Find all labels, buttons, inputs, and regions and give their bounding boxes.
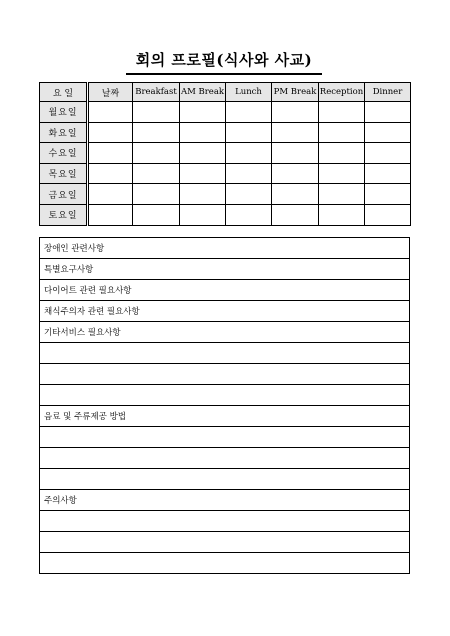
- table-cell[interactable]: [272, 204, 319, 225]
- note-blank-line[interactable]: [40, 532, 410, 553]
- table-cell[interactable]: [226, 122, 272, 143]
- day-label-saturday: 토요일: [40, 204, 88, 225]
- notes-row: [40, 322, 410, 343]
- table-cell[interactable]: [365, 204, 411, 225]
- table-cell[interactable]: [180, 122, 226, 143]
- table-cell[interactable]: [319, 204, 365, 225]
- schedule-header-row: [40, 83, 411, 102]
- table-cell[interactable]: [180, 184, 226, 205]
- table-cell[interactable]: [88, 184, 133, 205]
- table-cell[interactable]: [180, 204, 226, 225]
- notes-row: [40, 553, 410, 574]
- table-row: [40, 143, 411, 164]
- table-cell[interactable]: [133, 143, 180, 164]
- table-cell[interactable]: [133, 163, 180, 184]
- notes-row: [40, 301, 410, 322]
- table-cell[interactable]: [180, 102, 226, 123]
- table-row: [40, 102, 411, 123]
- notes-row: [40, 532, 410, 553]
- table-row: [40, 163, 411, 184]
- table-cell[interactable]: [226, 163, 272, 184]
- table-cell[interactable]: [180, 143, 226, 164]
- table-cell[interactable]: [319, 163, 365, 184]
- day-label-friday: 금요일: [40, 184, 88, 205]
- note-blank-line[interactable]: [40, 385, 410, 406]
- table-cell[interactable]: [133, 204, 180, 225]
- header-date: 날짜: [88, 83, 133, 102]
- note-cautions[interactable]: 주의사항: [40, 490, 410, 511]
- day-label-thursday: 목요일: [40, 163, 88, 184]
- note-blank-line[interactable]: [40, 448, 410, 469]
- table-cell[interactable]: [319, 102, 365, 123]
- table-cell[interactable]: [272, 143, 319, 164]
- notes-row: [40, 259, 410, 280]
- header-breakfast: Breakfast: [133, 83, 180, 102]
- note-blank-line[interactable]: [40, 343, 410, 364]
- note-blank-line[interactable]: [40, 364, 410, 385]
- note-blank-line[interactable]: [40, 469, 410, 490]
- table-cell[interactable]: [88, 102, 133, 123]
- table-cell[interactable]: [133, 102, 180, 123]
- notes-row: [40, 490, 410, 511]
- note-other-services[interactable]: 기타서비스 필요사항: [40, 322, 410, 343]
- header-am-break: AM Break: [180, 83, 226, 102]
- table-cell[interactable]: [319, 143, 365, 164]
- note-blank-line[interactable]: [40, 427, 410, 448]
- notes-row: [40, 469, 410, 490]
- table-cell[interactable]: [272, 184, 319, 205]
- table-cell[interactable]: [365, 163, 411, 184]
- notes-row: [40, 238, 410, 259]
- notes-row: [40, 511, 410, 532]
- day-label-tuesday: 화요일: [40, 122, 88, 143]
- table-cell[interactable]: [226, 204, 272, 225]
- note-diet[interactable]: 다이어트 관련 필요사항: [40, 280, 410, 301]
- note-vegetarian[interactable]: 채식주의자 관련 필요사항: [40, 301, 410, 322]
- table-cell[interactable]: [88, 204, 133, 225]
- header-lunch: Lunch: [226, 83, 272, 102]
- header-day: 요 일: [40, 83, 88, 102]
- table-cell[interactable]: [226, 102, 272, 123]
- table-cell[interactable]: [226, 184, 272, 205]
- table-cell[interactable]: [88, 143, 133, 164]
- table-cell[interactable]: [226, 143, 272, 164]
- schedule-table: [39, 82, 411, 226]
- table-cell[interactable]: [272, 163, 319, 184]
- table-cell[interactable]: [365, 143, 411, 164]
- day-label-monday: 월요일: [40, 102, 88, 123]
- note-beverage-service[interactable]: 음료 및 주류제공 방법: [40, 406, 410, 427]
- table-cell[interactable]: [319, 122, 365, 143]
- notes-row: [40, 427, 410, 448]
- note-blank-line[interactable]: [40, 553, 410, 574]
- note-special-requests[interactable]: 특별요구사항: [40, 259, 410, 280]
- table-row: [40, 122, 411, 143]
- table-cell[interactable]: [133, 122, 180, 143]
- note-blank-line[interactable]: [40, 511, 410, 532]
- table-cell[interactable]: [319, 184, 365, 205]
- note-accessibility[interactable]: 장애인 관련사항: [40, 238, 410, 259]
- table-cell[interactable]: [365, 102, 411, 123]
- notes-row: [40, 448, 410, 469]
- header-reception: Reception: [319, 83, 365, 102]
- table-cell[interactable]: [133, 184, 180, 205]
- header-pm-break: PM Break: [272, 83, 319, 102]
- table-cell[interactable]: [365, 122, 411, 143]
- table-cell[interactable]: [272, 122, 319, 143]
- table-cell[interactable]: [272, 102, 319, 123]
- title-block: [126, 51, 322, 75]
- table-cell[interactable]: [180, 163, 226, 184]
- notes-row: [40, 343, 410, 364]
- table-cell[interactable]: [88, 122, 133, 143]
- table-cell[interactable]: [365, 184, 411, 205]
- notes-row: [40, 364, 410, 385]
- day-label-wednesday: 수요일: [40, 143, 88, 164]
- table-row: [40, 204, 411, 225]
- notes-row: [40, 385, 410, 406]
- table-row: [40, 184, 411, 205]
- table-cell[interactable]: [88, 163, 133, 184]
- page-title: 회의 프로필(식사와 사교): [126, 51, 322, 75]
- notes-row: [40, 406, 410, 427]
- notes-row: [40, 280, 410, 301]
- header-dinner: Dinner: [365, 83, 411, 102]
- notes-table: [39, 237, 410, 574]
